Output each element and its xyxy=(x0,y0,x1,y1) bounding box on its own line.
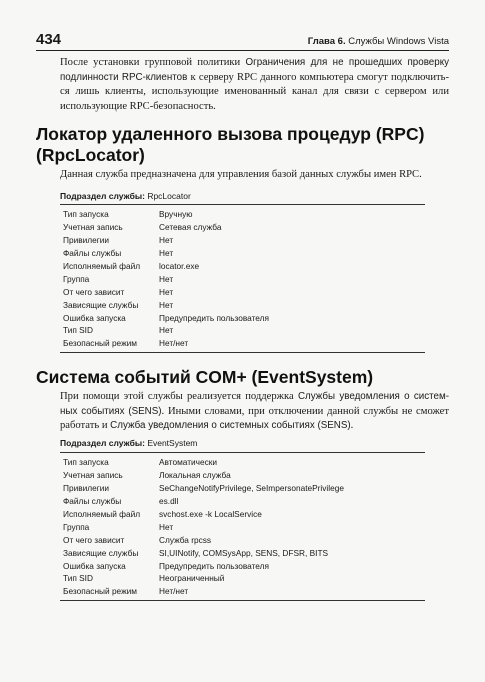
table-row xyxy=(60,533,425,546)
property-name: Группа xyxy=(63,273,90,284)
table-row xyxy=(60,520,425,533)
page-number: 434 xyxy=(36,31,62,48)
running-title xyxy=(308,36,449,50)
chapter-label: Глава 6. xyxy=(307,36,346,47)
table-row xyxy=(60,260,425,273)
section2-service-ref-2: Служба уведомления о системных событиях (SENS) xyxy=(110,420,351,432)
property-name: Файлы службы xyxy=(63,248,122,259)
chapter-title: Службы Windows Vista xyxy=(348,36,449,47)
property-name: Тип SID xyxy=(63,573,93,584)
table-row xyxy=(60,508,425,521)
section2-subsection-value: EventSystem xyxy=(147,438,198,448)
intro-text-2: к серверу RPC данного компьютера смогут подключить-ся лишь клиенты, использующие именованный канал для связи с сервером или использующие RPC-безопасность. xyxy=(60,71,449,112)
table-row xyxy=(60,247,425,260)
property-value: SI,UINotify, COMSysApp, SENS, DFSR, BITS xyxy=(159,547,329,558)
property-value: Предупредить пользователя xyxy=(159,560,269,571)
table-row xyxy=(60,482,425,495)
intro-text-1: После установки групповой политики xyxy=(60,57,246,68)
section2-subsection-label: Подраздел службы: xyxy=(60,438,145,448)
property-value: Нет xyxy=(159,248,174,259)
property-name: От чего зависит xyxy=(63,534,125,545)
table2-top-rule xyxy=(60,452,425,453)
property-value: Нет xyxy=(159,299,174,310)
property-value: Автоматически xyxy=(159,457,218,468)
property-value: Сетевая служба xyxy=(159,222,222,233)
section1-heading: Локатор удаленного вызова процедур (RPC) (RpcLocator) xyxy=(36,124,425,165)
property-name: Зависящие службы xyxy=(63,299,139,310)
section1-description: Данная служба предназначена для управления базой данных службы имен RPC. xyxy=(60,169,422,180)
property-value: es.dll xyxy=(159,496,179,507)
intro-paragraph xyxy=(60,56,449,114)
section2-text-2: . Иными словами, при отключении данной службы не сможет работать и xyxy=(60,405,449,432)
property-name: Исполняемый файл xyxy=(63,261,141,271)
table-row xyxy=(60,324,425,337)
table-row xyxy=(60,469,425,482)
table1-top-rule xyxy=(60,204,425,205)
table-row xyxy=(60,337,425,350)
section2-properties-table xyxy=(60,456,425,598)
table-row xyxy=(60,221,425,234)
property-value: Неограниченный xyxy=(159,573,225,584)
table1-bottom-rule xyxy=(60,352,425,353)
property-name: Учетная запись xyxy=(63,470,123,481)
section2-service-ref-1: Службы уведомления о систем-ных событиях (SENS) xyxy=(60,391,449,417)
property-value: Предупредить пользователя xyxy=(159,312,269,323)
property-name: Привилегии xyxy=(63,235,110,246)
property-name: Учетная запись xyxy=(63,222,123,233)
table2-bottom-rule xyxy=(60,600,425,601)
property-name: Тип SID xyxy=(63,325,93,336)
property-name: Группа xyxy=(63,521,90,532)
property-name: Ошибка запуска xyxy=(63,560,126,571)
page-header xyxy=(36,30,449,51)
table-row xyxy=(60,572,425,585)
table-row xyxy=(60,495,425,508)
table-row xyxy=(60,272,425,285)
property-value: Нет xyxy=(159,235,174,246)
section2-description xyxy=(60,390,449,434)
property-value: Локальная служба xyxy=(159,470,231,481)
section2-text-1: При помощи этой службы реализуется поддержка xyxy=(60,391,298,402)
property-name: Безопасный режим xyxy=(63,338,137,349)
table-row xyxy=(60,285,425,298)
property-name: Зависящие службы xyxy=(63,547,139,558)
property-value: SeChangeNotifyPrivilege, SeImpersonatePrivilege xyxy=(159,483,344,494)
property-name: Безопасный режим xyxy=(63,586,137,597)
table-row xyxy=(60,559,425,572)
section2-text-3: . xyxy=(350,420,354,432)
section1-properties-table xyxy=(60,208,425,350)
property-name: Исполняемый файл xyxy=(63,509,141,519)
property-name: Файлы службы xyxy=(63,496,122,507)
property-name: Тип запуска xyxy=(63,457,109,468)
property-name: От чего зависит xyxy=(63,286,125,297)
property-value: Нет xyxy=(159,286,174,297)
property-value: Служба rpcss xyxy=(159,534,212,545)
property-value: Нет xyxy=(159,273,174,284)
property-value: Нет/нет xyxy=(159,586,189,597)
table-row xyxy=(60,456,425,469)
property-name: Тип запуска xyxy=(63,209,109,220)
property-value: Нет xyxy=(159,325,174,336)
table-row xyxy=(60,311,425,324)
table-row xyxy=(60,234,425,247)
property-value: svchost.exe -k LocalService xyxy=(159,509,262,519)
property-name: Ошибка запуска xyxy=(63,312,126,323)
property-name: Привилегии xyxy=(63,483,110,494)
section1-subsection-label: Подраздел службы: xyxy=(60,191,145,201)
table-row xyxy=(60,585,425,598)
section2-heading: Система событий COM+ (EventSystem) xyxy=(36,367,374,387)
table-row xyxy=(60,298,425,311)
property-value: locator.exe xyxy=(159,261,200,271)
table-row xyxy=(60,208,425,221)
property-value: Вручную xyxy=(159,209,193,220)
property-value: Нет/нет xyxy=(159,338,189,349)
intro-policy-name: Ограничения для не прошедших проверку подлинности RPC-клиентов xyxy=(60,57,449,83)
section1-subsection xyxy=(60,191,445,201)
section1-subsection-value: RpcLocator xyxy=(147,191,191,201)
table-row xyxy=(60,546,425,559)
property-value: Нет xyxy=(159,521,174,532)
section2-subsection xyxy=(60,438,445,448)
